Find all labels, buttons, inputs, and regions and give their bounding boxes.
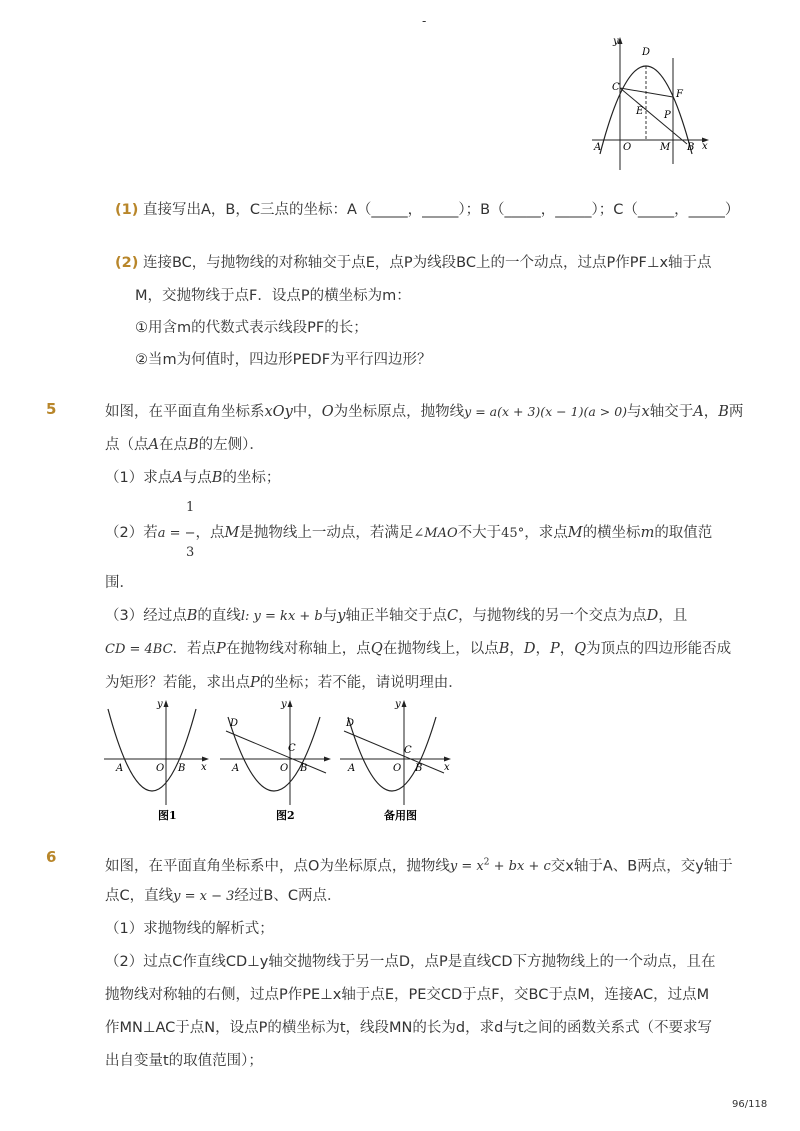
q5-fraction-denominator: 3 (186, 545, 195, 560)
q5-text: ，与抛物线的另一个交点为点 (458, 608, 647, 624)
q5-text: 中， (292, 404, 322, 420)
q6-equation (450, 859, 551, 874)
q5-math: B (211, 470, 223, 486)
q5-text: 轴交于 (649, 404, 694, 420)
q6-text: 经过B、C两点． (234, 888, 342, 904)
x-axis-arrow (444, 757, 451, 762)
q6-eq-part: + bx + c (489, 859, 551, 875)
q6-text: 如图，在平面直角坐标系中，点O为坐标原点，抛物线 (105, 858, 450, 875)
q5-math: D (646, 608, 659, 624)
q5-text: 的坐标； (222, 470, 281, 486)
q5-text: 的横坐标 (582, 525, 641, 541)
x-axis-arrow (202, 757, 209, 762)
q6-number: 6 (46, 848, 57, 866)
q6-part2-line3: 作MN⊥AC于点N，设点P的横坐标为t，线段MN的长为d，求d与t之间的函数关系式（不要求写 (105, 1020, 713, 1036)
q5-math: Q (574, 641, 587, 657)
q5-text: （3）经过点 (105, 608, 187, 624)
q4-part2-line1 (115, 253, 712, 273)
q5-math: D (523, 641, 536, 657)
q5-text: 的取值范 (654, 525, 713, 541)
q5-part1 (105, 468, 280, 488)
q5-math: M (224, 525, 240, 541)
caption-spare: 备用图 (384, 809, 417, 822)
q5-text: 点（点 (105, 437, 149, 453)
caption-fig2: 图2 (276, 809, 295, 822)
label-y: y (281, 699, 287, 710)
q5-math: P (216, 641, 226, 657)
q5-math: B (187, 437, 199, 453)
label-b: B (415, 763, 423, 774)
q6-line2 (105, 886, 341, 907)
q5-math: A (693, 404, 704, 420)
q5-number: 5 (46, 400, 57, 418)
q5-math: O (321, 404, 334, 420)
parabola (108, 709, 196, 791)
q4-part2-num: (2) (115, 255, 139, 271)
q5-text: 的左侧）． (198, 437, 264, 453)
q5-intro-line2 (105, 435, 264, 455)
q5-math: xOy (264, 404, 293, 420)
q5-equation: y = a(x + 3)(x − 1)(a > 0) (464, 404, 628, 419)
q4-part1 (115, 200, 739, 220)
q5-equation: CD = 4BC (105, 642, 173, 657)
q6-part2-line2: 抛物线对称轴的右侧，过点P作PE⊥x轴于点E，PE交CD于点F，交BC于点M，连接AC，过点M (105, 987, 710, 1003)
q5-text: ， (535, 641, 550, 657)
parabola-figure-top (588, 34, 718, 174)
label-a: A (348, 763, 356, 774)
label-c: C (288, 743, 296, 754)
label-b: B (178, 763, 186, 774)
label-o: O (280, 763, 289, 774)
q5-text: 的坐标；若不能，请说明理由． (259, 675, 463, 691)
q6-part1: （1）求抛物线的解析式； (105, 921, 274, 937)
q5-intro-line1 (105, 402, 743, 422)
q5-math: B (498, 641, 510, 657)
q4-part2-sub2: ②当m为何值时，四边形PEDF为平行四边形？ (135, 352, 432, 368)
q6-part2-line4: 出自变量t的取值范围）； (105, 1053, 263, 1069)
q5-text: ， (509, 641, 524, 657)
q5-math: A (148, 437, 159, 453)
line-cf (620, 88, 673, 97)
parabola (228, 717, 320, 791)
label-b: B (300, 763, 308, 774)
q5-math: m (640, 525, 655, 541)
caption-fig1: 图1 (158, 809, 177, 822)
q5-figure-1 (102, 697, 214, 825)
q6-part2-line1: （2）过点C作直线CD⊥y轴交抛物线于另一点D，点P是直线CD下方抛物线上的一个动点，且在 (105, 954, 716, 970)
q5-text: 轴正半轴交于点 (345, 608, 447, 624)
q5-part2-line2: 围． (105, 575, 134, 591)
y-axis-arrow (288, 700, 293, 707)
q5-math: B (186, 608, 198, 624)
q5-equation: a = − (157, 526, 196, 541)
parabola (348, 717, 436, 791)
q5-figure-spare (338, 697, 456, 825)
q6-equation: y = x − 3 (173, 889, 235, 904)
label-x: x (201, 762, 207, 773)
label-d: D (642, 47, 651, 58)
q6-text: 交x轴于A、B两点，交y轴于 (550, 858, 733, 875)
q5-text: ，且 (658, 608, 688, 624)
label-o: O (156, 763, 165, 774)
label-f: F (676, 89, 683, 100)
q5-text: 为顶点的四边形能否成 (586, 641, 732, 657)
q5-part3-line1 (105, 606, 687, 627)
label-b: B (687, 142, 695, 153)
x-axis-arrow (324, 757, 331, 762)
y-axis-arrow (402, 700, 407, 707)
q5-text: 与 (322, 608, 338, 624)
q5-text: ，点 (195, 525, 225, 541)
q5-text: 在抛物线上，以点 (382, 641, 499, 657)
q5-math: 45° (501, 526, 525, 541)
q5-text: ， (559, 641, 575, 657)
q5-text: 两 (728, 404, 744, 420)
q5-math: M (567, 525, 583, 541)
q5-math: B (718, 404, 729, 420)
q5-math: A (172, 470, 183, 486)
label-y: y (613, 36, 619, 47)
q4-part2-sub1: ①用含m的代数式表示线段PF的长； (135, 320, 368, 336)
page-number: 96/118 (732, 1099, 768, 1110)
q5-text: ，求点 (524, 525, 568, 541)
q5-text: 在点 (158, 437, 188, 453)
q5-text: ， (703, 404, 719, 420)
label-e: E (636, 106, 644, 117)
q4-part2-text: 连接BC，与抛物线的对称轴交于点E，点P为线段BC上的一个动点，过点P作PF⊥x轴于点 (142, 255, 712, 271)
label-a: A (594, 142, 602, 153)
q5-equation: l: y = kx + b (240, 609, 323, 624)
q5-text: 是抛物线上一动点，若满足 (239, 525, 414, 541)
label-d: D (346, 718, 355, 729)
label-d: D (230, 718, 239, 729)
q5-part3-line2 (105, 639, 731, 660)
q5-math: P (250, 675, 260, 691)
q5-text: 在抛物线对称轴上，点 (225, 641, 371, 657)
label-c: C (404, 745, 412, 756)
label-y: y (395, 699, 401, 710)
q5-math: x (641, 404, 650, 420)
q5-text: 的直线 (197, 608, 241, 624)
label-p: P (664, 110, 671, 121)
q6-eq-part: y = x (449, 859, 484, 875)
q5-text: 为坐标原点，抛物线 (333, 404, 465, 420)
q4-part2-line2: M，交抛物线于点F．设点P的横坐标为m： (135, 288, 411, 304)
q6-text: 点C，直线 (105, 888, 174, 904)
label-o: O (623, 142, 632, 153)
label-y: y (157, 699, 163, 710)
y-axis-arrow (164, 700, 169, 707)
q4-part1-num: (1) (115, 202, 139, 218)
q5-math: ∠MAO (413, 526, 458, 541)
q5-text: （1）求点 (105, 470, 173, 486)
header-mark: - (422, 14, 427, 28)
q5-fraction-numerator: 1 (186, 500, 195, 515)
q5-math: C (446, 608, 459, 624)
q5-text: 与点 (182, 470, 212, 486)
label-c: C (612, 82, 620, 93)
q5-math: P (550, 641, 560, 657)
q5-figure-2 (218, 697, 336, 825)
q6-eq-sup: 2 (483, 858, 490, 868)
label-x: x (444, 762, 450, 773)
q5-part2 (105, 523, 712, 544)
label-x: x (702, 141, 708, 152)
q5-text: （2）若 (105, 525, 158, 541)
q5-text: ．若点 (172, 641, 217, 657)
label-a: A (116, 763, 124, 774)
q5-text: 不大于 (457, 525, 502, 541)
label-a: A (232, 763, 240, 774)
label-m: M (660, 142, 671, 153)
label-o: O (393, 763, 402, 774)
q5-math: y (337, 608, 346, 624)
q6-line1 (105, 853, 733, 877)
q5-part3-line3 (105, 673, 463, 693)
q5-math: Q (370, 641, 383, 657)
q4-part1-text: 直接写出A，B，C三点的坐标：A（_____，_____）；B（_____，_____）；C（_____，_____） (142, 202, 740, 218)
q5-text: 如图，在平面直角坐标系 (105, 404, 265, 420)
q5-text: 为矩形？若能，求出点 (105, 675, 250, 691)
q5-text: 与 (627, 404, 642, 420)
